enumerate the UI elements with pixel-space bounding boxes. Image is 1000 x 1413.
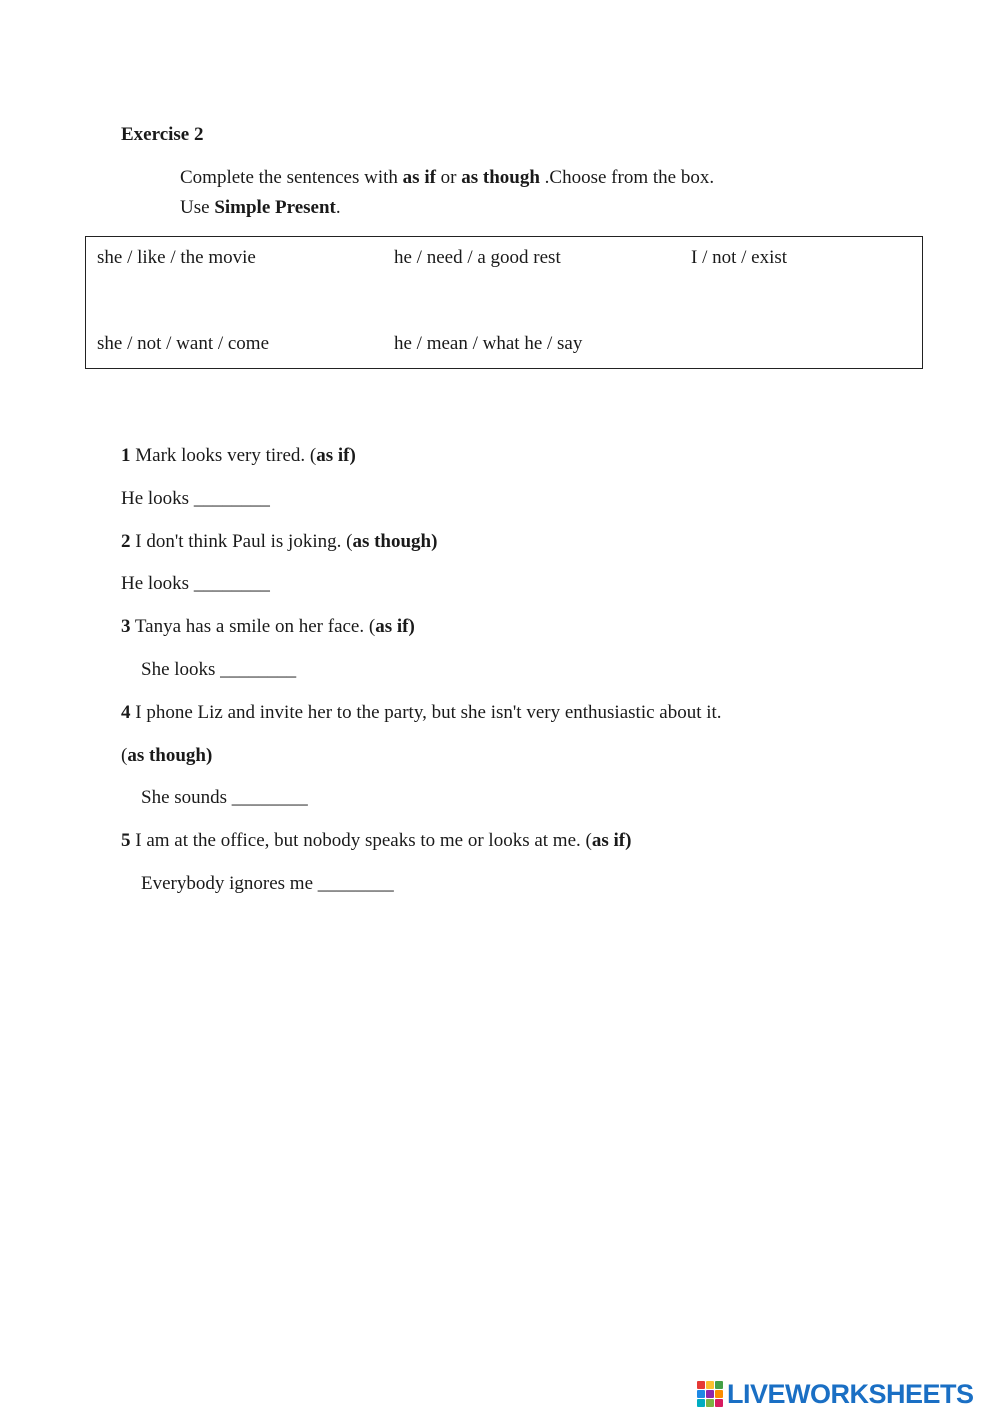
question-number: 2	[121, 531, 131, 552]
answer-prompt-2[interactable]: He looks ________	[121, 573, 270, 594]
question-4	[121, 701, 722, 725]
instructions-line-2	[180, 196, 341, 220]
instruction-text: .Choose from the box.	[539, 167, 715, 188]
question-hint: as if)	[316, 445, 356, 466]
answer-prompt-4[interactable]: She sounds ________	[141, 787, 308, 808]
instruction-bold: Simple Present	[214, 197, 336, 218]
logo-square	[706, 1399, 714, 1407]
question-number: 3	[121, 616, 131, 637]
instruction-text: Complete the sentences with	[180, 167, 403, 188]
question-3	[121, 615, 415, 639]
question-1	[121, 444, 356, 468]
box-phrase: I / not / exist	[691, 247, 788, 268]
logo-square	[706, 1390, 714, 1398]
logo-square	[697, 1399, 705, 1407]
question-4-hint	[121, 744, 212, 768]
question-2	[121, 530, 437, 554]
question-text: Mark looks very tired. (	[130, 445, 317, 466]
question-text: I don't think Paul is joking. (	[130, 531, 353, 552]
instruction-text: Use	[180, 197, 215, 218]
question-hint-open: (	[121, 745, 128, 766]
question-number: 5	[121, 830, 131, 851]
question-hint: as if)	[591, 830, 632, 851]
logo-square	[715, 1390, 723, 1398]
logo-square	[697, 1381, 705, 1389]
logo-square	[715, 1381, 723, 1389]
question-text: I phone Liz and invite her to the party, but she isn't very enthusiastic about it.	[130, 702, 722, 723]
box-phrase: she / like / the movie	[97, 247, 256, 268]
instruction-text: .	[335, 197, 341, 218]
question-text: I am at the office, but nobody speaks to me or looks at me. (	[130, 830, 592, 851]
instruction-bold: as if	[402, 167, 436, 188]
answer-prompt-3[interactable]: She looks ________	[141, 659, 297, 680]
logo-square	[697, 1390, 705, 1398]
question-text: Tanya has a smile on her face. (	[130, 616, 376, 637]
logo-grid-icon	[697, 1381, 723, 1407]
instructions-line-1	[180, 166, 714, 190]
answer-prompt-5[interactable]: Everybody ignores me ________	[141, 873, 394, 894]
question-5	[121, 829, 631, 853]
box-phrase: she / not / want / come	[97, 333, 270, 354]
question-hint: as if)	[375, 616, 415, 637]
question-number: 4	[121, 702, 131, 723]
box-phrase: he / need / a good rest	[394, 247, 561, 268]
answer-prompt-1[interactable]: He looks ________	[121, 488, 270, 509]
exercise-title: Exercise 2	[121, 124, 204, 145]
question-hint: as though)	[127, 745, 213, 766]
liveworksheets-logo	[697, 1377, 974, 1411]
logo-square	[715, 1399, 723, 1407]
instruction-bold: as though	[461, 167, 540, 188]
question-number: 1	[121, 445, 131, 466]
question-hint: as though)	[352, 531, 438, 552]
box-phrase: he / mean / what he / say	[394, 333, 583, 354]
logo-text: LIVEWORKSHEETS	[727, 1378, 974, 1409]
logo-square	[706, 1381, 714, 1389]
instruction-text: or	[435, 167, 462, 188]
